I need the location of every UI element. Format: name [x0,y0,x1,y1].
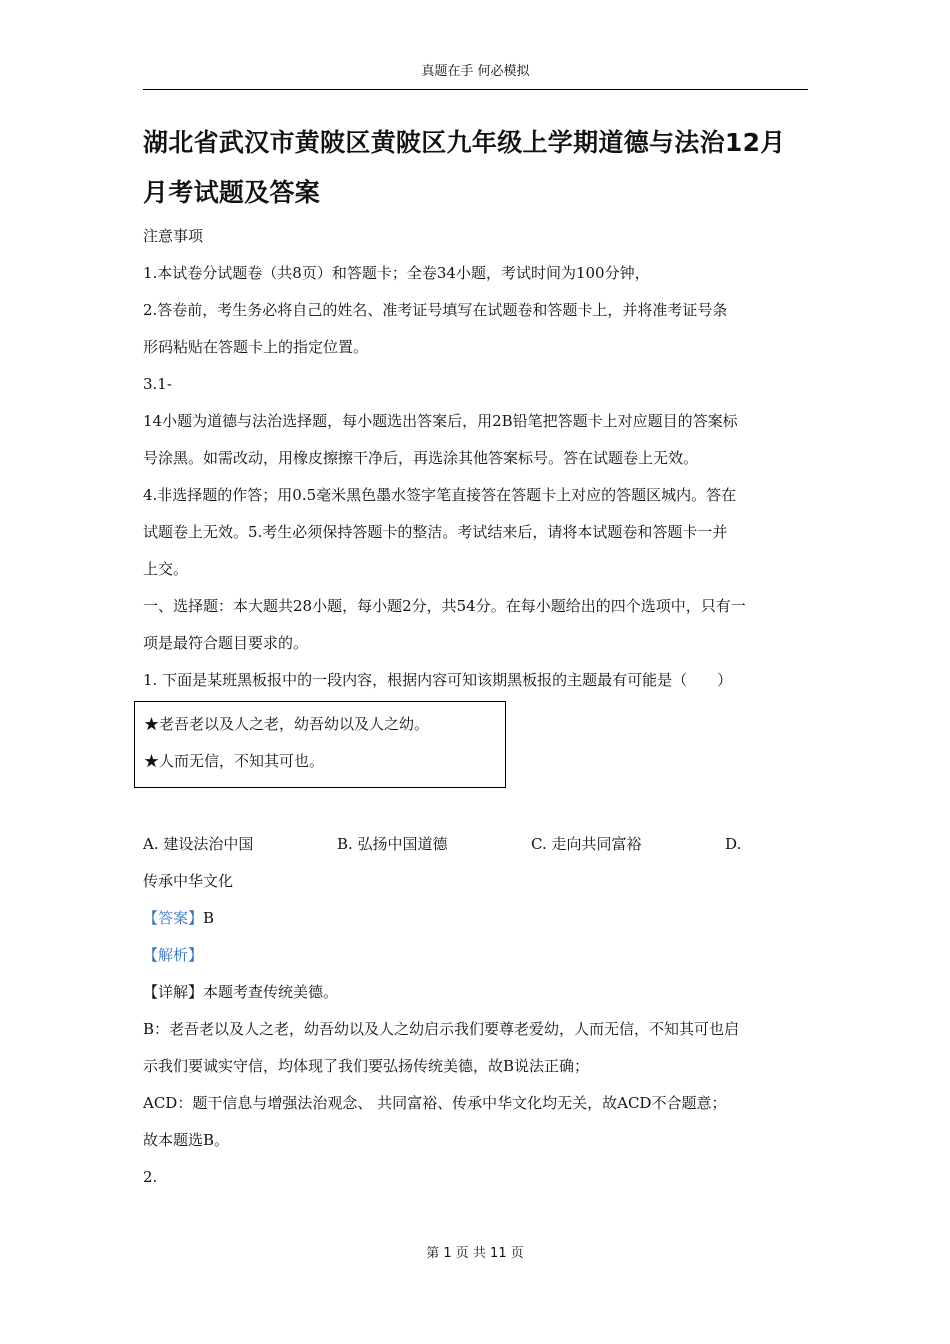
explanation-1-line-2: 示我们要诚实守信，均体现了我们要弘扬传统美德，故B说法正确； [143,1057,590,1075]
question-1-quote-box [134,701,506,788]
note-1: 1.本试卷分试题卷（共8页）和答题卡；全卷34小题，考试时间为100分钟， [143,264,650,282]
option-a: A. 建设法治中国 [143,835,254,853]
note-3-line-3: 号涂黑。如需改动，用橡皮擦擦干净后，再选涂其他答案标号。答在试题卷上无效。 [143,449,699,467]
note-4-line-1: 4.非选择题的作答；用0.5毫米黑色墨水签字笔直接答在答题卡上对应的答题区城内。答在 [143,486,737,504]
page-header: 真题在手 何必模拟 [143,62,808,90]
answer-line [143,900,813,937]
option-d-text: 传承中华文化 [143,872,234,890]
document-body [143,218,813,1196]
quote-line-1: ★老吾老以及人之老，幼吾幼以及人之幼。 [144,715,430,733]
note-4-line-3: 上交。 [143,560,189,578]
detail-line: 【详解】本题考查传统美德。 [143,983,339,1001]
quote-line-2: ★人而无信，不知其可也。 [144,752,325,770]
question-1-options [143,826,813,863]
option-c: C. 走向共同富裕 [531,835,642,853]
document-title [143,118,823,218]
question-2-number: 2. [143,1168,158,1186]
analysis-label: 【解析】 [143,946,204,964]
explanation-3: 故本题选B。 [143,1131,230,1149]
section-intro-line-2: 项是最符合题目要求的。 [143,634,309,652]
note-4-line-2: 试题卷上无效。5.考生必须保持答题卡的整洁。考试结来后，请将本试题卷和答题卡一并 [143,523,728,541]
option-b: B. 弘扬中国道德 [337,835,448,853]
explanation-1-line-1: B：老吾老以及人之老，幼吾幼以及人之幼启示我们要尊老爱幼，人而无信，不知其可也启 [143,1020,740,1038]
page-footer: 第 1 页 共 11 页 [426,1246,524,1261]
note-2-line-1: 2.答卷前，考生务必将自己的姓名、准考证号填写在试题卷和答题卡上，并将准考证号条 [143,301,728,319]
answer-label: 【答案】 [143,909,204,927]
explanation-2: ACD：题干信息与增强法治观念、 共同富裕、传承中华文化均无关，故ACD不合题意； [143,1094,727,1112]
note-2-line-2: 形码粘贴在答题卡上的指定位置。 [143,338,369,356]
note-3-line-1: 3.1- [143,375,172,393]
title-line-1: 湖北省武汉市黄陂区黄陂区九年级上学期道德与法治12月 [143,128,786,157]
answer-value: B [203,909,215,927]
option-d: D. [725,835,742,853]
section-intro-line-1: 一、选择题：本大题共28小题，每小题2分，共54分。在每小题给出的四个选项中，只有一 [143,597,746,615]
note-3-line-2: 14小题为道德与法治选择题，每小题选出答案后，用2B铅笔把答题卡上对应题目的答案标 [143,412,738,430]
question-1-stem: 1. 下面是某班黑板报中的一段内容，根据内容可知该期黑板报的主题最有可能是（ ） [143,671,733,689]
title-line-2: 月考试题及答案 [143,178,321,207]
notes-heading: 注意事项 [143,227,204,245]
